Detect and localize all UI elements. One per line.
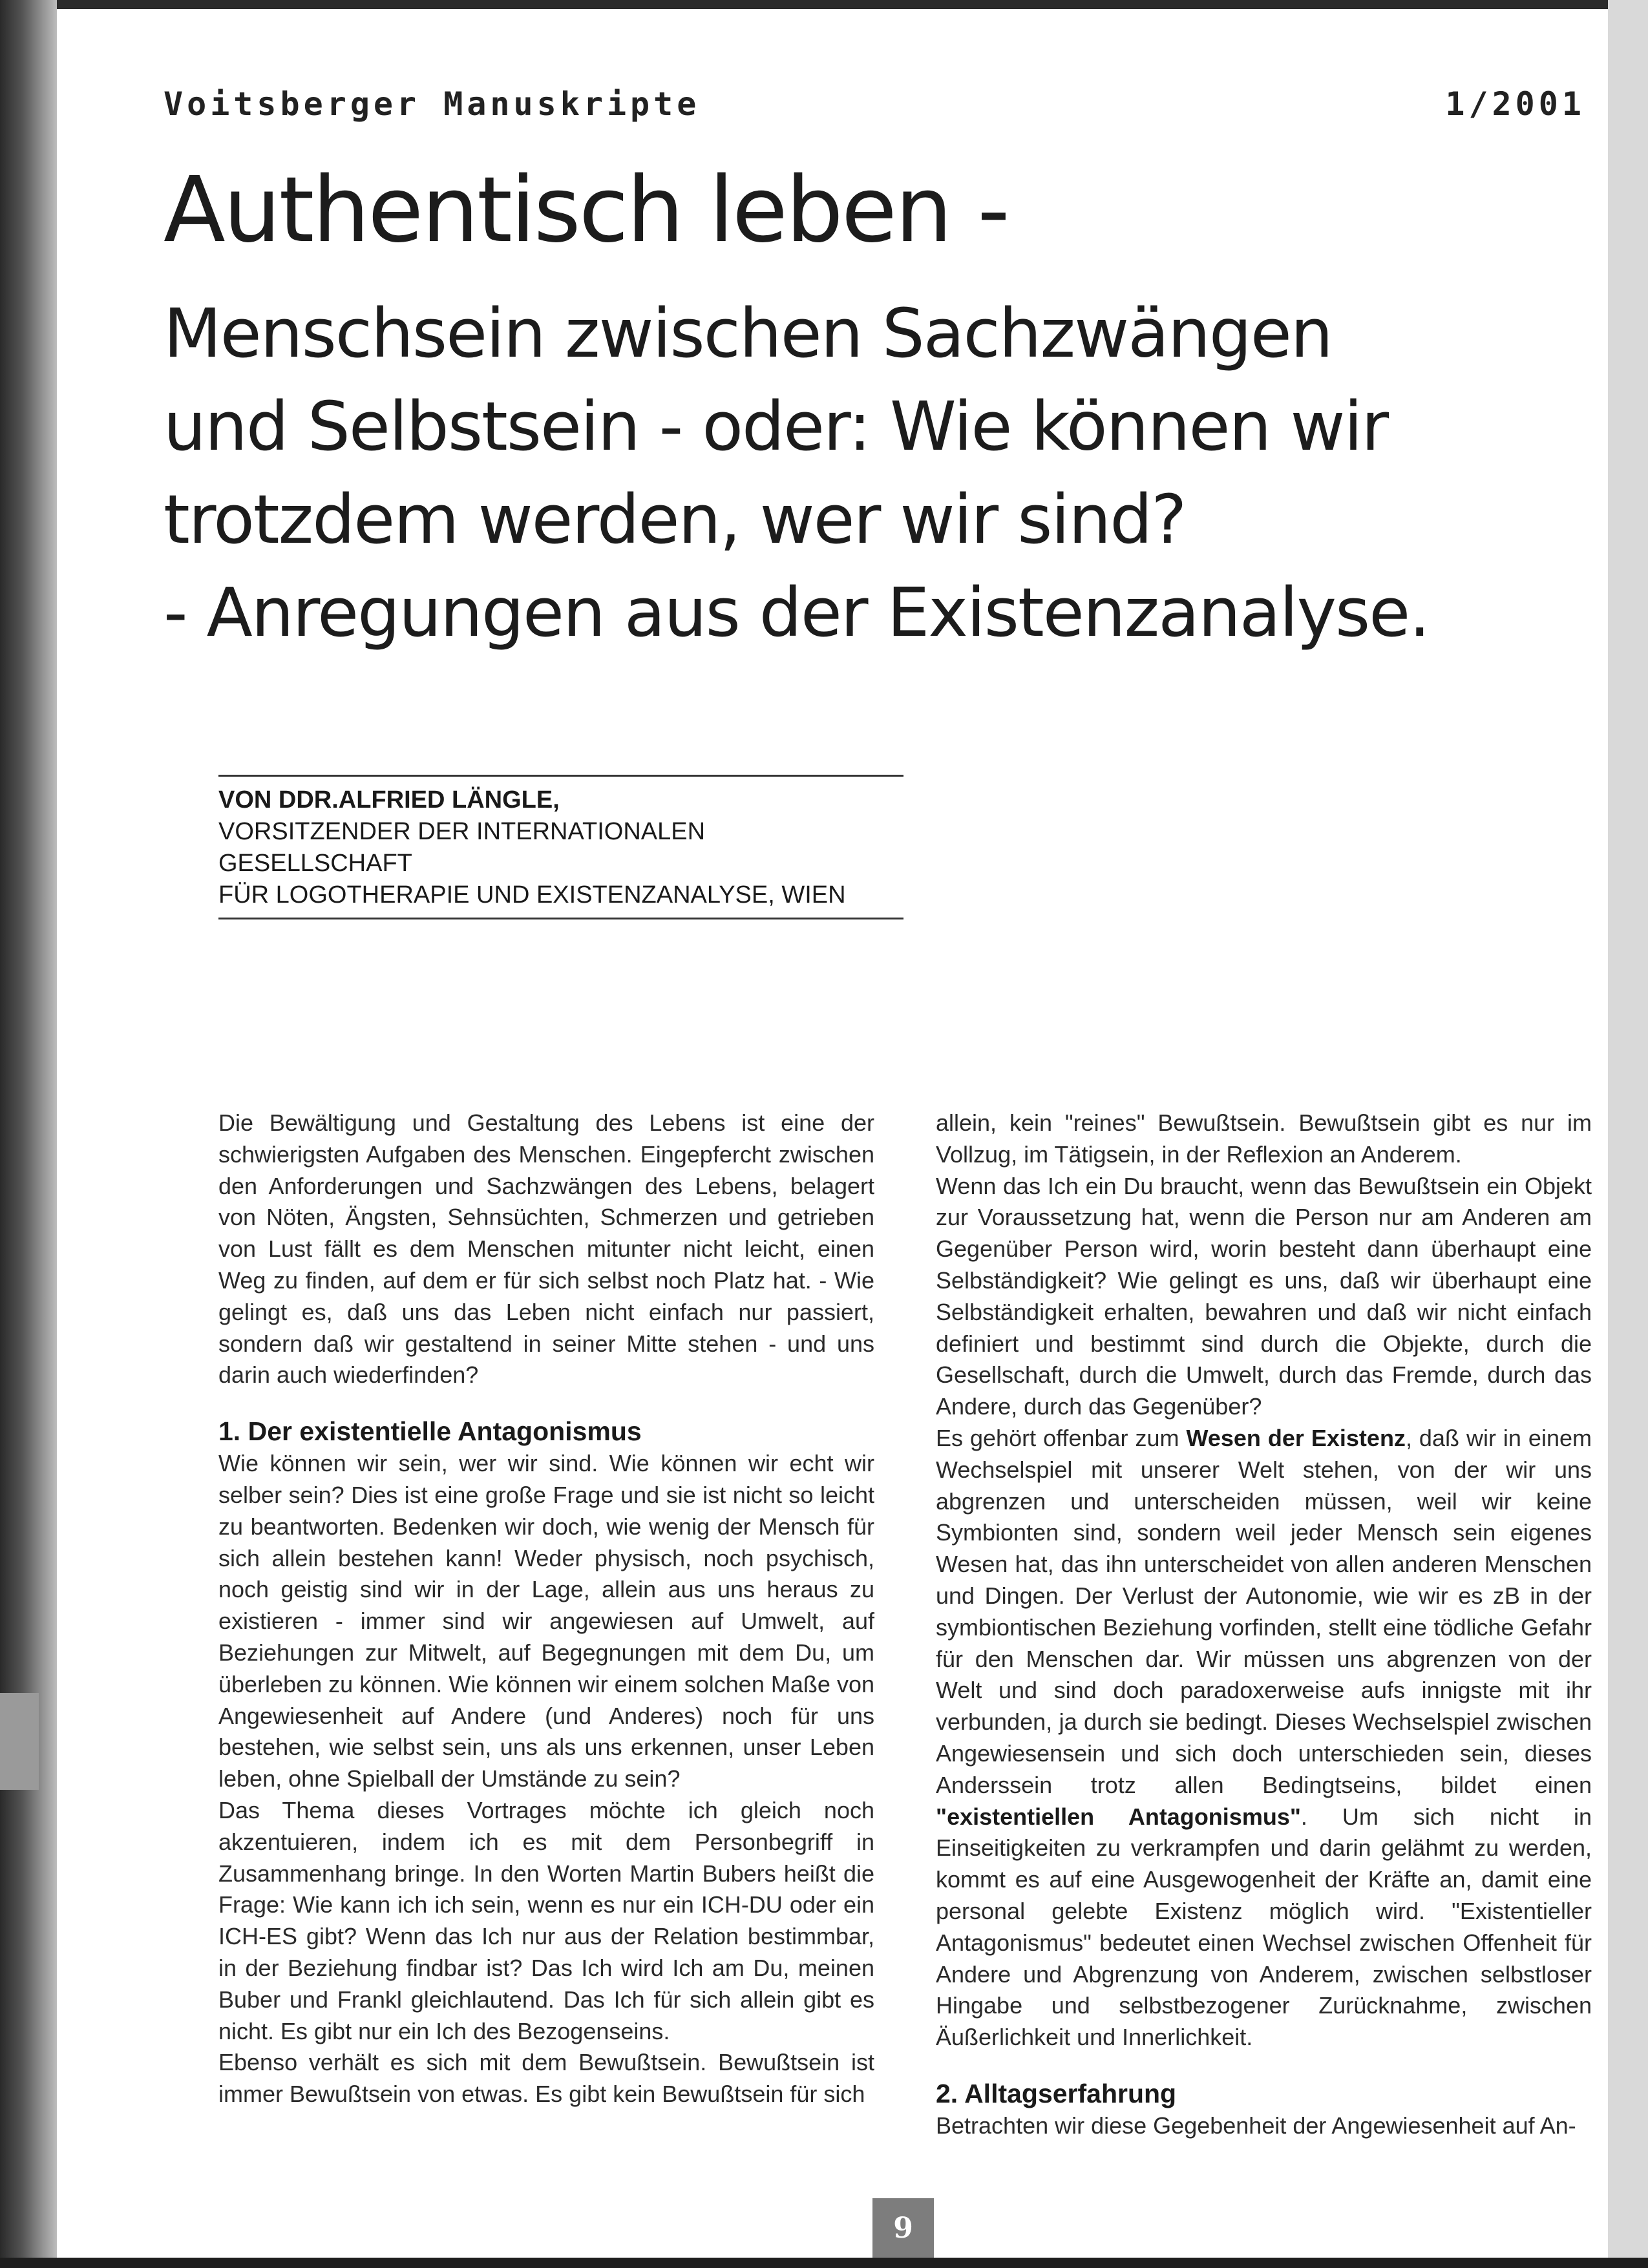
bold-term: "existentiellen Antagonismus"	[936, 1803, 1301, 1830]
scan-top-edge	[0, 0, 1648, 9]
left-column	[218, 1108, 874, 2110]
article-subtitle	[164, 287, 1608, 659]
subtitle-line: - Anregungen aus der Existenzanalyse.	[164, 573, 1430, 652]
author-block	[218, 775, 903, 919]
scan-bottom-edge	[0, 2258, 1648, 2268]
subtitle-line: und Selbstsein - oder: Wie können wir	[164, 387, 1388, 466]
author-affiliation-line: VORSITZENDER DER INTERNATIONALEN GESELLSCHAFT	[218, 818, 706, 877]
body-text: Es gehört offenbar zum	[936, 1424, 1187, 1451]
intro-paragraph: Die Bewältigung und Gestaltung des Lebens ist eine der schwierigsten Aufgaben des Menschen. Eingepfercht zwischen den Anforderungen und Sachzwängen des Lebens, belagert von Nöten, Ängsten, Sehnsüchten, Schmerzen und getrieben von Lust fällt es dem Menschen mitunter nicht leicht, einen Weg zu finden, auf dem er für sich selbst noch Platz hat. - Wie gelingt es, daß uns das Leben nicht einfach nur passiert, sondern daß wir gestaltend in seiner Mitte stehen - und uns darin auch wiederfinden?	[218, 1109, 874, 1389]
subtitle-line: trotzdem werden, wer wir sind?	[164, 480, 1186, 559]
body-paragraph: Wie können wir sein, wer wir sind. Wie können wir echt wir selber sein? Dies ist eine große Frage und sie ist nicht so leicht zu beantworten. Bedenken wir doch, wie wenig der Mensch für sich allein bestehen kann! Weder physisch, noch psychisch, noch geistig sind wir in der Lage, allein aus uns heraus zu existieren - immer sind wir angewiesen auf Umwelt, auf Beziehungen zur Mitwelt, auf Begegnungen mit dem Du, um überleben zu können. Wie können wir einem solchen Maße von Angewiesenheit auf Andere (und Anderes) noch für uns bestehen, wie selbst sein, uns als uns erkennen, unser Leben leben, ohne Spielball der Umstände zu sein?	[218, 1450, 874, 1792]
article-title: Authentisch leben -	[164, 158, 1008, 263]
body-paragraph	[936, 1423, 1592, 2053]
publication-name: Voitsberger Manuskripte	[164, 85, 701, 123]
scan-binding-strip	[0, 1693, 39, 1790]
author-name: VON DDR.ALFRIED LÄNGLE,	[218, 786, 560, 814]
page-number: 9	[872, 2198, 934, 2258]
section-heading-2: 2. Alltagserfahrung	[936, 2078, 1177, 2108]
body-paragraph: Ebenso verhält es sich mit dem Bewußtsein. Bewußtsein ist immer Bewußtsein von etwas. Es gibt kein Bewußtsein für sich	[218, 2049, 874, 2108]
body-text: . Um sich nicht in Einseitigkeiten zu verkrampfen und darin gelähmt zu werden, kommt es auf eine Ausgewogenheit der Kräfte an, damit eine personal gelebte Existenz möglich wird. "Existentieller Antagonismus" bedeutet einen Wechsel zwischen Offenheit für Andere und Abgrenzung von Anderem, zwischen selbstloser Hingabe und selbstbezogener Zurücknahme, zwischen Äußerlichkeit und Innerlichkeit.	[936, 1803, 1592, 2051]
bold-term: Wesen der Existenz	[1186, 1424, 1406, 1451]
body-paragraph: Das Thema dieses Vortrages möchte ich gleich noch akzentuieren, indem ich es mit dem Personbegriff in Zusammenhang bringe. In den Worten Martin Bubers heißt die Frage: Wie kann ich ich sein, wenn es nur ein ICH-DU oder ein ICH-ES gibt? Wenn das Ich nur aus der Relation bestimmbar, in der Beziehung findbar ist? Das Ich wird Ich am Du, meinen Buber und Frankl gleichlautend. Das Ich für sich allein gibt es nicht. Es gibt nur ein Ich des Bezogenseins.	[218, 1796, 874, 2044]
issue-number: 1/2001	[1445, 85, 1585, 123]
body-paragraph: Betrachten wir diese Gegebenheit der Angewiesenheit auf An-	[936, 2112, 1576, 2139]
scan-binding-shadow	[0, 0, 57, 2268]
body-paragraph: Wenn das Ich ein Du braucht, wenn das Bewußtsein ein Objekt zur Voraussetzung hat, wenn die Person nur am Anderen am Gegenüber Person wird, worin besteht dann überhaupt eine Selbständigkeit? Wie gelingt es uns, daß wir überhaupt eine Selbständigkeit erhalten, bewahren und daß wir nicht einfach definiert und bestimmt sind durch die Objekte, durch die Gesellschaft, durch die Umwelt, durch das Fremde, durch das Andere, durch das Gegenüber?	[936, 1172, 1592, 1420]
right-column	[936, 1108, 1592, 2142]
running-header	[164, 85, 1585, 123]
scan-right-edge	[1608, 0, 1648, 2268]
body-text: , daß wir in einem Wechselspiel mit unserer Welt stehen, von der wir uns abgrenzen und unterscheiden müssen, weil wir keine Symbionten sind, sondern weil jeder Mensch sein eigenes Wesen hat, das ihn unterscheidet von allen anderen Menschen und Dingen. Der Verlust der Autonomie, wie wir es zB in der symbiontischen Beziehung vorfinden, stellt eine tödliche Gefahr für den Menschen dar. Wir müssen uns abgrenzen von der Welt und sind doch paradoxerweise aufs innigste mit ihr verbunden, ja durch sie bedingt. Dieses Wechselspiel zwischen Angewiesensein und sich doch unterschieden sein, dieses Anderssein trotz allen Bedingtseins, bildet einen	[936, 1424, 1592, 1798]
author-affiliation-line: FÜR LOGOTHERAPIE UND EXISTENZANALYSE, WIEN	[218, 881, 846, 908]
section-heading-1: 1. Der existentielle Antagonismus	[218, 1416, 642, 1447]
body-paragraph: allein, kein "reines" Bewußtsein. Bewußtsein gibt es nur im Vollzug, im Tätigsein, in der Reflexion an Anderem.	[936, 1109, 1592, 1168]
document-page	[57, 9, 1608, 2258]
subtitle-line: Menschsein zwischen Sachzwängen	[164, 294, 1332, 373]
